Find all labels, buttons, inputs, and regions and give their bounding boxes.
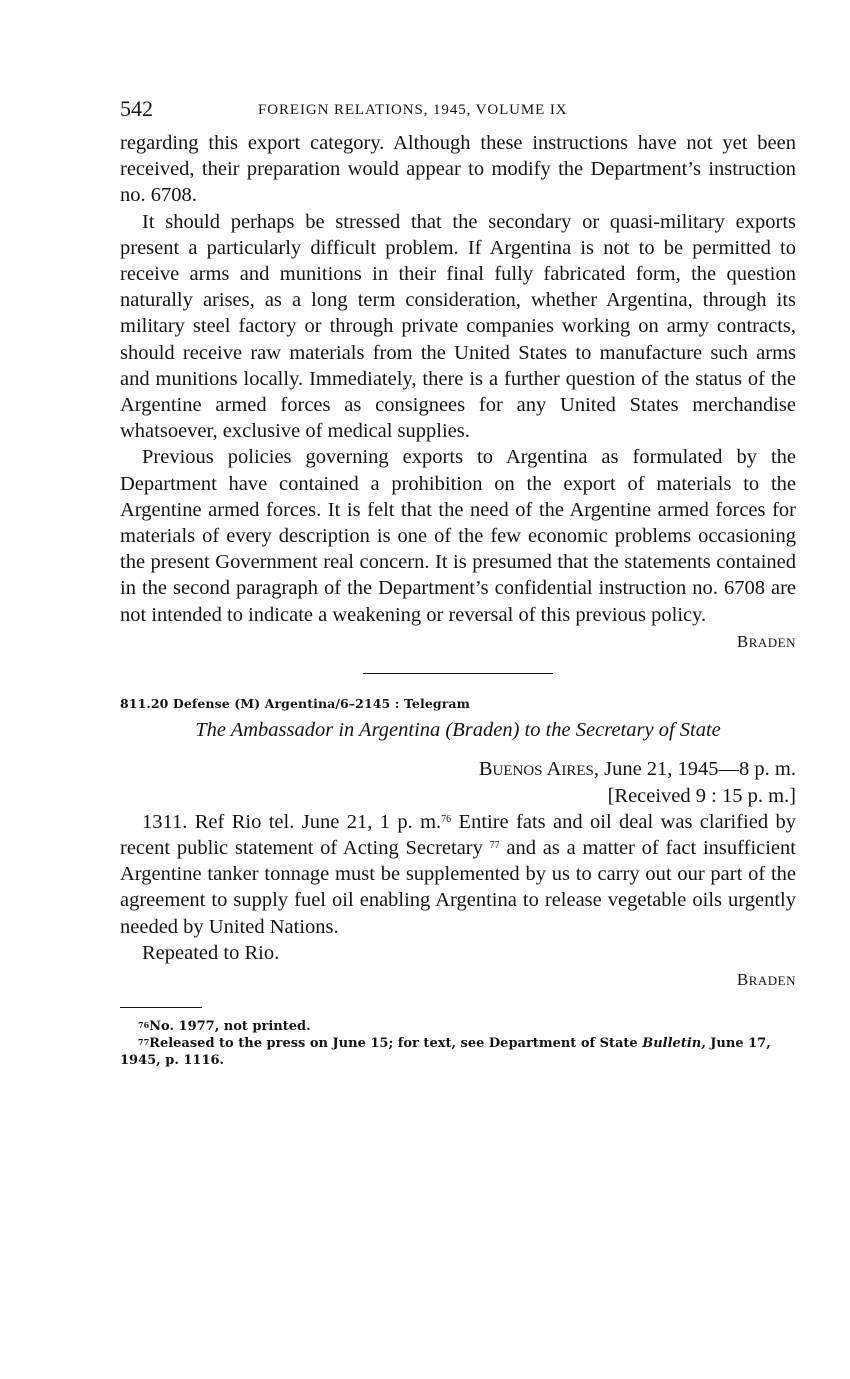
telegram-text-3: and as a matter of fact insufficient Argentine tanker tonnage must be supplemented by us to carry out our part of the agreement to supply fuel oil enabling Argentina to release vegetable oils urgently needed by United Nations. [120,837,796,938]
signature-rest: RADEN [748,973,796,989]
paragraph-quasi-military-exports: It should perhaps be stressed that the secondary or quasi-military exports present a particularly difficult problem. If Argentina is not to be permitted to receive arms and munitions in their final fully fabricated form, the question naturally arises, as a long term consideration, whether Argentina, through its military steel factory or through private companies working on army contracts, should receive raw materials from the United States to manufacture such arms and munitions locally. Immediately, there is a further question of the status of the Argentine armed forces as consignees for any United States merchandise whatsoever, exclusive of medical supplies. [120,210,796,443]
running-title: FOREIGN RELATIONS, 1945, VOLUME IX [258,102,568,118]
dateline-city-initial: B [478,757,493,780]
signature-rest: RADEN [748,634,796,650]
signature-braden-1 [120,630,796,655]
repeated-line: Repeated to Rio. [142,941,280,964]
footnote-publication: Bulletin, [642,1036,706,1052]
signature-initial: B [736,631,749,651]
footnote-marker: 77 [138,1037,150,1048]
running-head [120,96,796,130]
telegram-text-2: Entire fats and oil deal was clarified by recent public statement of Acting Secretary [120,810,796,860]
paragraph-continuation: regarding this export category. Although these instructions have not yet been received, their preparation would appear to modify the Department’s instruction no. 6708. [120,132,796,207]
paragraph-previous-policies: Previous policies governing exports to Argentina as formulated by the Department have contained a prohibition on the export of materials to the Argentine armed forces. It is felt that the need of the Argentine armed forces for materials of every description is one of the few economic problems occasioning the present Government real concern. It is presumed that the statements contained in the second paragraph of the Department’s confidential instruction no. 6708 are not intended to indicate a weakening or reversal of this previous policy. [120,446,796,626]
footnote-marker: 76 [138,1020,150,1031]
footnote-76 [120,1018,796,1035]
section-divider [363,673,553,674]
footnote-ref-77: 77 [489,840,500,852]
dateline-city2-rest: IRES [561,762,594,779]
footnote-text-end: June 17, 1945, p. 1116. [120,1036,771,1069]
telegram-text-1: 1311. Ref Rio tel. June 21, 1 p. m. [142,810,442,833]
signature-initial: B [736,970,749,990]
dateline-city-rest: UENOS [492,762,543,779]
telegram-body [120,809,796,966]
dateline [120,757,796,809]
footnote-rule [120,1007,202,1008]
footnote-text: Released to the press on June 15; for text, see Department of State [149,1036,643,1052]
file-reference: 811.20 Defense (M) Argentina/6–2145 : Telegram [120,695,470,711]
footnote-ref-76: 76 [441,813,452,825]
document-title: The Ambassador in Argentina (Braden) to the Secretary of State [195,718,721,741]
footnotes [120,1018,796,1069]
received-time: [Received 9 : 15 p. m.] [607,784,796,807]
footnote-text: No. 1977, not printed. [149,1019,311,1035]
signature-braden-2 [120,968,796,993]
dateline-city2-initial: A [546,757,562,780]
instruction-body [120,130,796,628]
telegram-paragraph [120,809,796,940]
dateline-place-date [120,757,796,784]
footnote-77 [120,1035,796,1069]
page-number: 542 [120,96,153,121]
dateline-date: , June 21, 1945—8 p. m. [593,757,796,780]
document-page [120,96,796,1069]
